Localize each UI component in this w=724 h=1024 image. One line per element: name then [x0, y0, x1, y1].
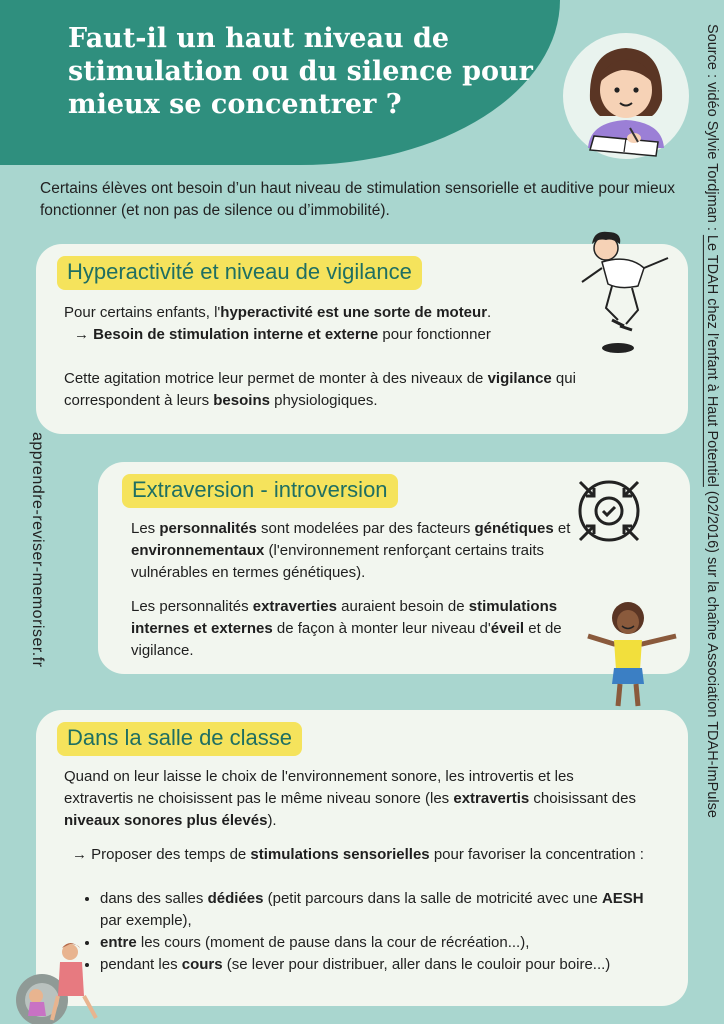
girl-writing-illustration	[560, 30, 690, 160]
section-extraversion-heading: Extraversion - introversion	[122, 474, 398, 508]
section-hyperactivity-heading: Hyperactivité et niveau de vigilance	[57, 256, 422, 290]
page-title: Faut-il un haut niveau de stimulation ou du silence pour mieux se concentrer ?	[68, 23, 533, 120]
section-classroom-heading: Dans la salle de classe	[57, 722, 302, 756]
section3-paragraph-1: Quand on leur laisse le choix de l'environnement sonore, les introvertis et les extravertis ne choisissent pas le même niveau sonore (les extravertis choisissant des niveaux sonores plus élevés).	[64, 768, 636, 829]
section1-paragraph-3: Cette agitation motrice leur permet de monter à des niveaux de vigilance qui correspondent à leurs besoins physiologiques.	[64, 370, 576, 409]
focus-target-icon	[574, 476, 644, 546]
site-url[interactable]: apprendre-reviser-memoriser.fr	[29, 432, 46, 668]
section3-paragraph-2: → Proposer des temps de stimulations sensorielles pour favoriser la concentration :	[72, 846, 644, 863]
intro-text: Certains élèves ont besoin d’un haut niveau de stimulation sensorielle et auditive pour mieux fonctionner (et non pas de silence ou d’immobilité).	[40, 180, 676, 219]
section1-paragraph-2: → Besoin de stimulation interne et externe pour fonctionner	[74, 326, 491, 343]
mother-child-illustration	[8, 940, 112, 1024]
source-credit	[693, 24, 723, 964]
section2-paragraph-1: Les personnalités sont modelées par des facteurs génétiques et environnementaux (l'environnement renforçant certains traits vulnérables en termes génétiques).	[131, 520, 571, 581]
list-item: • pendant les cours (se lever pour distribuer, aller dans le couloir pour boire...)	[100, 954, 660, 976]
source-video-link[interactable]: Le TDAH chez l’enfant à Haut Potentiel	[704, 234, 720, 487]
section2-paragraph-2: Les personnalités extraverties auraient besoin de stimulations internes et externes de façon à monter leur niveau d'éveil et de vigilance.	[131, 598, 562, 659]
source-prefix: Source : vidéo Sylvie Tordjman :	[704, 24, 720, 235]
jumping-boy-illustration	[572, 228, 680, 356]
section1-paragraph-1: Pour certains enfants, l'hyperactivité est une sorte de moteur.	[64, 304, 492, 321]
list-item: • entre les cours (moment de pause dans la cour de récréation...),	[100, 932, 660, 954]
source-suffix: (02/2016) sur la chaîne Association TDAH-ImPulse	[704, 486, 720, 818]
list-item: • dans des salles dédiées (petit parcours dans la salle de motricité avec une AESH par exemple),	[100, 888, 660, 932]
classroom-suggestions-list	[64, 888, 660, 976]
